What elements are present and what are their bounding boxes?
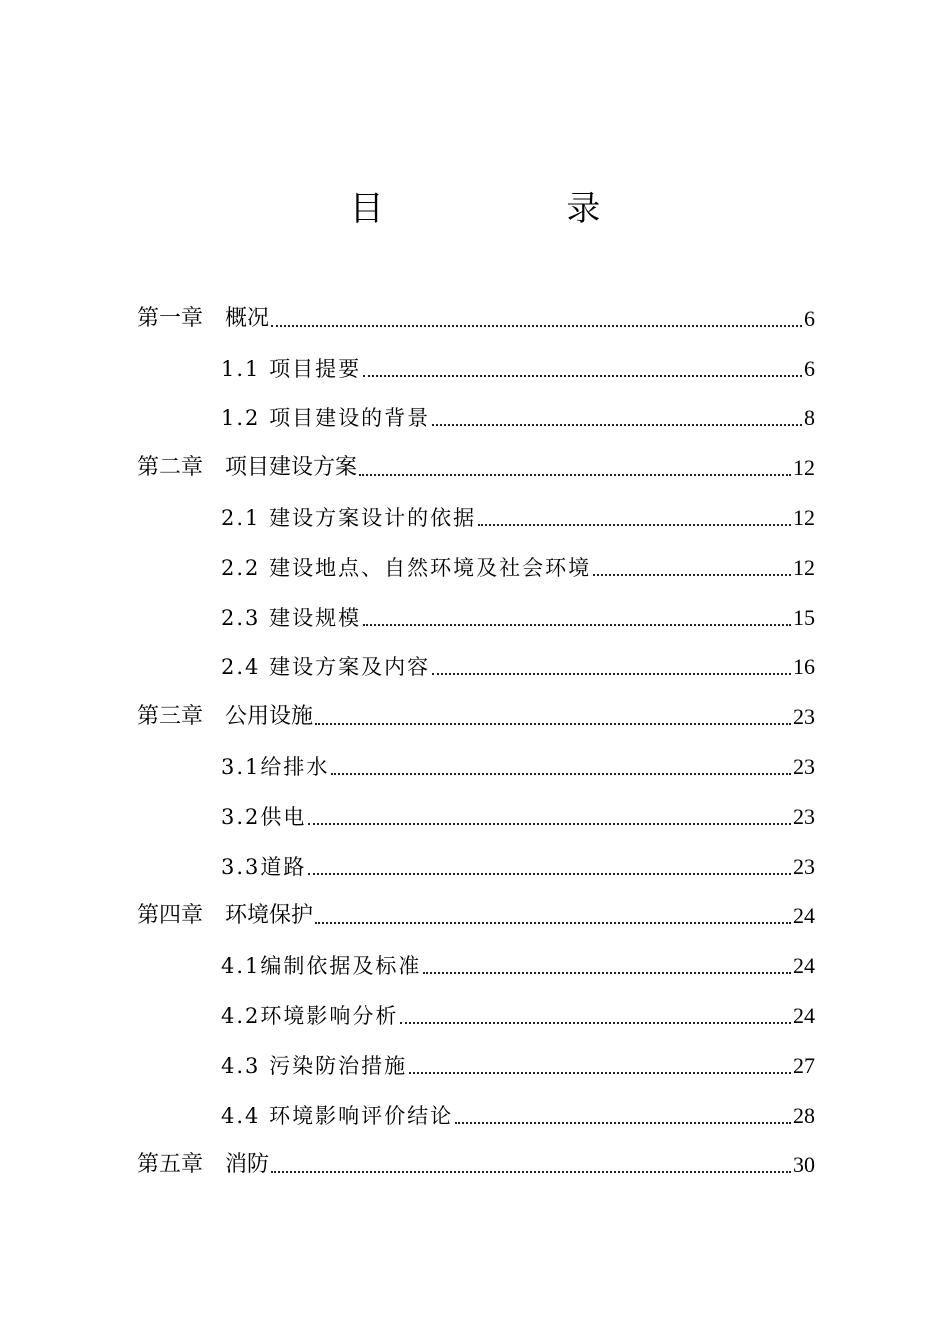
toc-section-entry[interactable] [137, 732, 815, 782]
toc-entry-label: 1.1 项目提要 [221, 356, 362, 381]
toc-dot-leader [478, 524, 791, 526]
toc-dot-leader [359, 474, 791, 476]
toc-page-number: 23 [793, 753, 815, 779]
toc-section-entry[interactable] [137, 533, 815, 583]
toc-page-number: 28 [793, 1102, 815, 1128]
toc-entry-label: 4.2环境影响分析 [221, 1003, 399, 1028]
toc-page-number: 24 [793, 903, 815, 929]
toc-chapter-entry[interactable] [137, 284, 815, 334]
toc-page-number: 6 [804, 305, 815, 331]
toc-page-number: 8 [804, 405, 815, 431]
toc-entry-label: 第五章 消防 [137, 1152, 270, 1178]
toc-page-number: 24 [793, 953, 815, 979]
toc-page-number: 12 [793, 554, 815, 580]
toc-section-entry[interactable] [137, 782, 815, 832]
toc-dot-leader [593, 574, 791, 576]
toc-page-number: 23 [793, 853, 815, 879]
toc-page-number: 15 [793, 604, 815, 630]
toc-section-entry[interactable] [137, 633, 815, 683]
toc-page-number: 24 [793, 1002, 815, 1028]
toc-section-entry[interactable] [137, 931, 815, 981]
toc-dot-leader [271, 325, 802, 327]
toc-dot-leader [455, 1122, 791, 1124]
toc-dot-leader [400, 1022, 791, 1024]
toc-dot-leader [363, 375, 802, 377]
table-of-contents [137, 284, 815, 1180]
toc-dot-leader [308, 823, 791, 825]
toc-entry-label: 1.2 项目建设的背景 [221, 406, 431, 431]
toc-page-number: 12 [793, 504, 815, 530]
toc-entry-label: 3.2供电 [221, 804, 307, 829]
toc-dot-leader [308, 873, 791, 875]
toc-dot-leader [271, 1171, 791, 1173]
toc-entry-label: 第二章 项目建设方案 [137, 455, 358, 481]
toc-entry-label: 4.4 环境影响评价结论 [221, 1103, 454, 1128]
toc-chapter-entry[interactable] [137, 433, 815, 483]
toc-section-entry[interactable] [137, 832, 815, 882]
toc-section-entry[interactable] [137, 583, 815, 633]
toc-entry-label: 2.1 建设方案设计的依据 [221, 505, 477, 530]
toc-entry-label: 第一章 概况 [137, 305, 270, 331]
toc-section-entry[interactable] [137, 384, 815, 434]
toc-page-number: 23 [793, 704, 815, 730]
toc-page-number: 16 [793, 654, 815, 680]
toc-dot-leader [409, 1072, 791, 1074]
toc-page-number: 6 [804, 355, 815, 381]
toc-entry-label: 第三章 公用设施 [137, 704, 314, 730]
toc-section-entry[interactable] [137, 483, 815, 533]
toc-dot-leader [315, 723, 791, 725]
toc-page-number: 23 [793, 803, 815, 829]
toc-dot-leader [432, 424, 802, 426]
toc-entry-label: 4.1编制依据及标准 [221, 954, 422, 979]
toc-entry-label: 2.3 建设规模 [221, 605, 362, 630]
toc-section-entry[interactable] [137, 1081, 815, 1131]
toc-dot-leader [331, 773, 791, 775]
page-title: 目 录 [349, 189, 687, 229]
toc-section-entry[interactable] [137, 334, 815, 384]
toc-section-entry[interactable] [137, 981, 815, 1031]
toc-dot-leader [363, 624, 791, 626]
toc-entry-label: 3.1给排水 [221, 754, 330, 779]
toc-dot-leader [315, 922, 791, 924]
toc-chapter-entry[interactable] [137, 882, 815, 932]
toc-entry-label: 第四章 环境保护 [137, 903, 314, 929]
toc-dot-leader [423, 972, 791, 974]
toc-chapter-entry[interactable] [137, 682, 815, 732]
toc-page-number: 30 [793, 1152, 815, 1178]
toc-chapter-entry[interactable] [137, 1131, 815, 1181]
toc-page-number: 12 [793, 455, 815, 481]
toc-entry-label: 2.2 建设地点、自然环境及社会环境 [221, 555, 592, 580]
toc-dot-leader [432, 673, 791, 675]
toc-entry-label: 4.3 污染防治措施 [221, 1053, 408, 1078]
toc-entry-label: 3.3道路 [221, 854, 307, 879]
toc-page-number: 27 [793, 1052, 815, 1078]
toc-section-entry[interactable] [137, 1031, 815, 1081]
toc-entry-label: 2.4 建设方案及内容 [221, 655, 431, 680]
